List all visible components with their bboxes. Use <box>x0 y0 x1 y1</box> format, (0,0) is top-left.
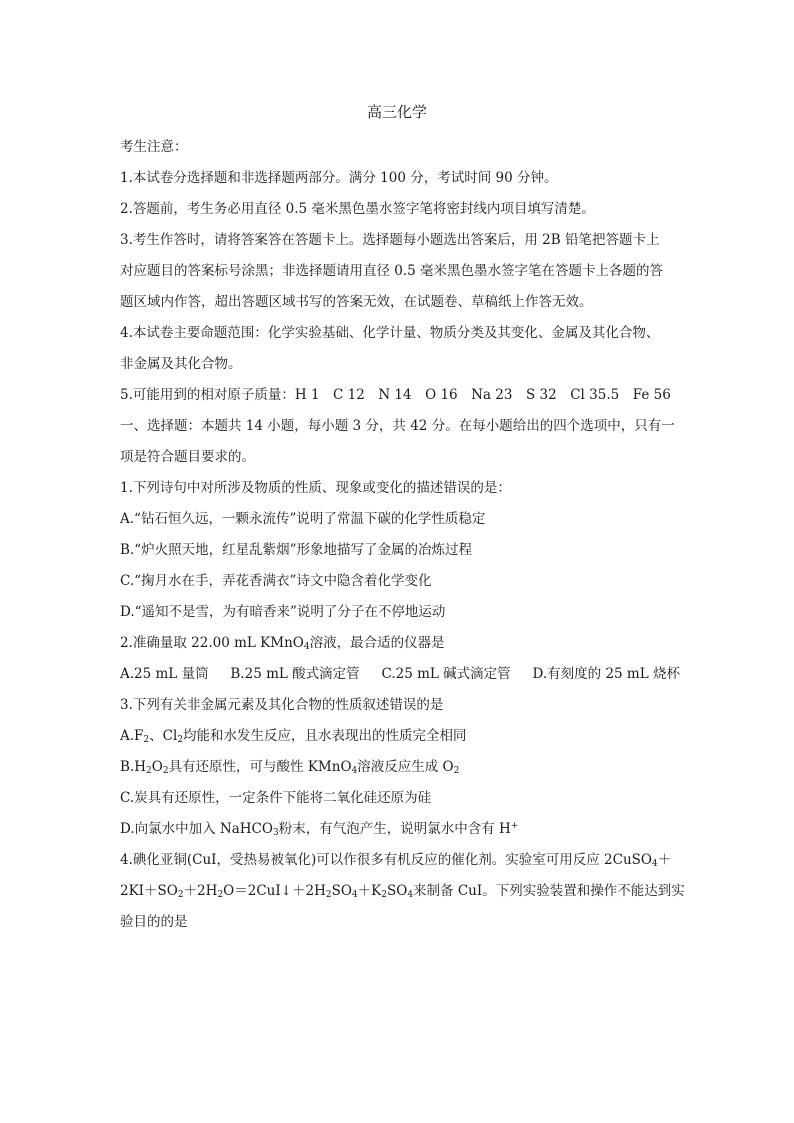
notice-item: 2.答题前，考生务必用直径 0.5 毫米黑色墨水签字笔将密封线内项目填写清楚。 <box>120 201 595 217</box>
section-heading: 一、选择题：本题共 14 小题，每小题 3 分，共 42 分。在每小题给出的四个选项中，只有一 <box>120 418 675 434</box>
notice-item: 非金属及其化合物。 <box>120 356 242 372</box>
notice-item: 4.本试卷主要命题范围：化学实验基础、化学计量、物质分类及其变化、金属及其化合物、 <box>120 325 660 341</box>
section-heading-cont: 项是符合题目要求的。 <box>120 449 255 465</box>
notice-item: 5.可能用到的相对原子质量：H 1 C 12 N 14 O 16 Na 23 S 32 Cl 35.5 Fe 56 <box>120 387 671 403</box>
question-3-stem: 3.下列有关非金属元素及其化合物的性质叙述错误的是 <box>120 697 444 713</box>
question-2-option-b: B.25 mL 酸式滴定管 <box>230 666 360 682</box>
question-3-option-d: D.向氯水中加入 NaHCO$_3$粉末，有气泡产生，说明氯水中含有 H+ <box>120 821 519 838</box>
notice-item: 题区域内作答，超出答题区域书写的答案无效，在试题卷、草稿纸上作答无效。 <box>120 294 593 310</box>
question-2-stem: 2.准确量取 22.00 mL KMnO$_4$溶液，最合适的仪器是 <box>120 635 445 652</box>
question-1-option-c: C.“掬月水在手，弄花香满衣”诗文中隐含着化学变化 <box>120 573 432 589</box>
question-1-option-d: D.“遥知不是雪，为有暗香来”说明了分子在不停地运动 <box>120 604 446 620</box>
question-2-option-c: C.25 mL 碱式滴定管 <box>381 666 511 682</box>
question-2-options <box>120 659 680 690</box>
question-4-stem-line-2: $2KI+SO_2+2H_2O=2CuI↓+2H_2SO_4+K_2SO_4$来制备 CuI。下列实验装置和操作不能达到实 <box>120 883 685 900</box>
question-2-option-a: A.25 mL 量筒 <box>120 666 209 682</box>
question-3-option-c: C.炭具有还原性，一定条件下能将二氧化硅还原为硅 <box>120 790 432 806</box>
question-4-stem-line-3: 验目的的是 <box>120 914 188 930</box>
notice-heading: 考生注意： <box>120 139 188 155</box>
notice-item: 对应题目的答案标号涂黑；非选择题请用直径 0.5 毫米黑色墨水签字笔在答题卡上各题的答 <box>120 263 664 279</box>
question-1-option-a: A.“钻石恒久远，一颗永流传”说明了常温下碳的化学性质稳定 <box>120 511 486 527</box>
question-1-stem: 1.下列诗句中对所涉及物质的性质、现象或变化的描述错误的是： <box>120 480 511 496</box>
page-title: 高三化学 <box>366 103 427 121</box>
notice-item: 3.考生作答时，请将答案答在答题卡上。选择题每小题选出答案后，用 2B 铅笔把答题卡上 <box>120 232 660 248</box>
question-3-option-a: $A.F_2$、$Cl_2$均能和水发生反应，且水表现出的性质完全相同 <box>120 728 467 745</box>
question-4-stem-line-1: 4.碘化亚铜(CuI，受热易被氧化)可以作很多有机反应的催化剂。实验室可用反应 2CuSO$_4$＋ <box>120 852 672 869</box>
question-2-option-d: D.有刻度的 25 mL 烧杯 <box>532 666 680 682</box>
question-1-option-b: B.“炉火照天地，红星乱紫烟”形象地描写了金属的冶炼过程 <box>120 542 473 558</box>
notice-item: 1.本试卷分选择题和非选择题两部分。满分 100 分，考试时间 90 分钟。 <box>120 170 558 186</box>
question-3-option-b: $B.H_2O_2$具有还原性，可与酸性 KMnO$_4$溶液反应生成 $O_2$ <box>120 759 460 776</box>
exam-body <box>120 132 685 938</box>
